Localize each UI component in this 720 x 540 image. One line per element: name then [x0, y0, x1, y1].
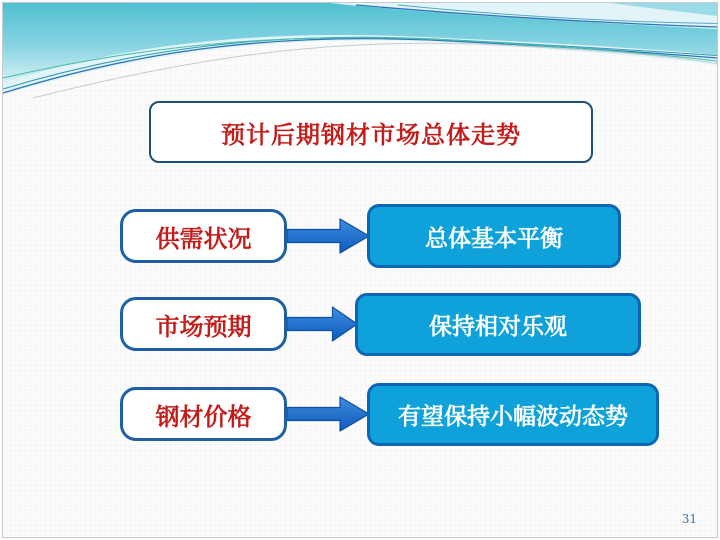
- right-arrow-icon: [287, 305, 359, 343]
- result-text: 总体基本平衡: [425, 224, 563, 252]
- result-text: 有望保持小幅波动态势: [398, 403, 628, 430]
- right-arrow-icon: [287, 395, 371, 433]
- title-box: [149, 101, 593, 163]
- wave-decoration: [3, 3, 717, 115]
- result-text: 保持相对乐观: [429, 313, 567, 340]
- result-box-steel-price: [367, 383, 659, 446]
- label-text: 供需状况: [155, 223, 252, 253]
- label-text: 市场预期: [155, 311, 252, 341]
- label-box-steel-price: [120, 387, 287, 441]
- label-box-supply-demand: [120, 209, 287, 263]
- page-number: 31: [681, 512, 697, 526]
- slide: [2, 2, 718, 538]
- result-box-supply-demand: [367, 204, 621, 268]
- right-arrow-icon: [287, 217, 371, 255]
- result-box-market-expectation: [355, 293, 641, 356]
- label-box-market-expectation: [120, 297, 287, 351]
- slide-title: 预计后期钢材市场总体走势: [221, 119, 521, 149]
- label-text: 钢材价格: [155, 401, 252, 431]
